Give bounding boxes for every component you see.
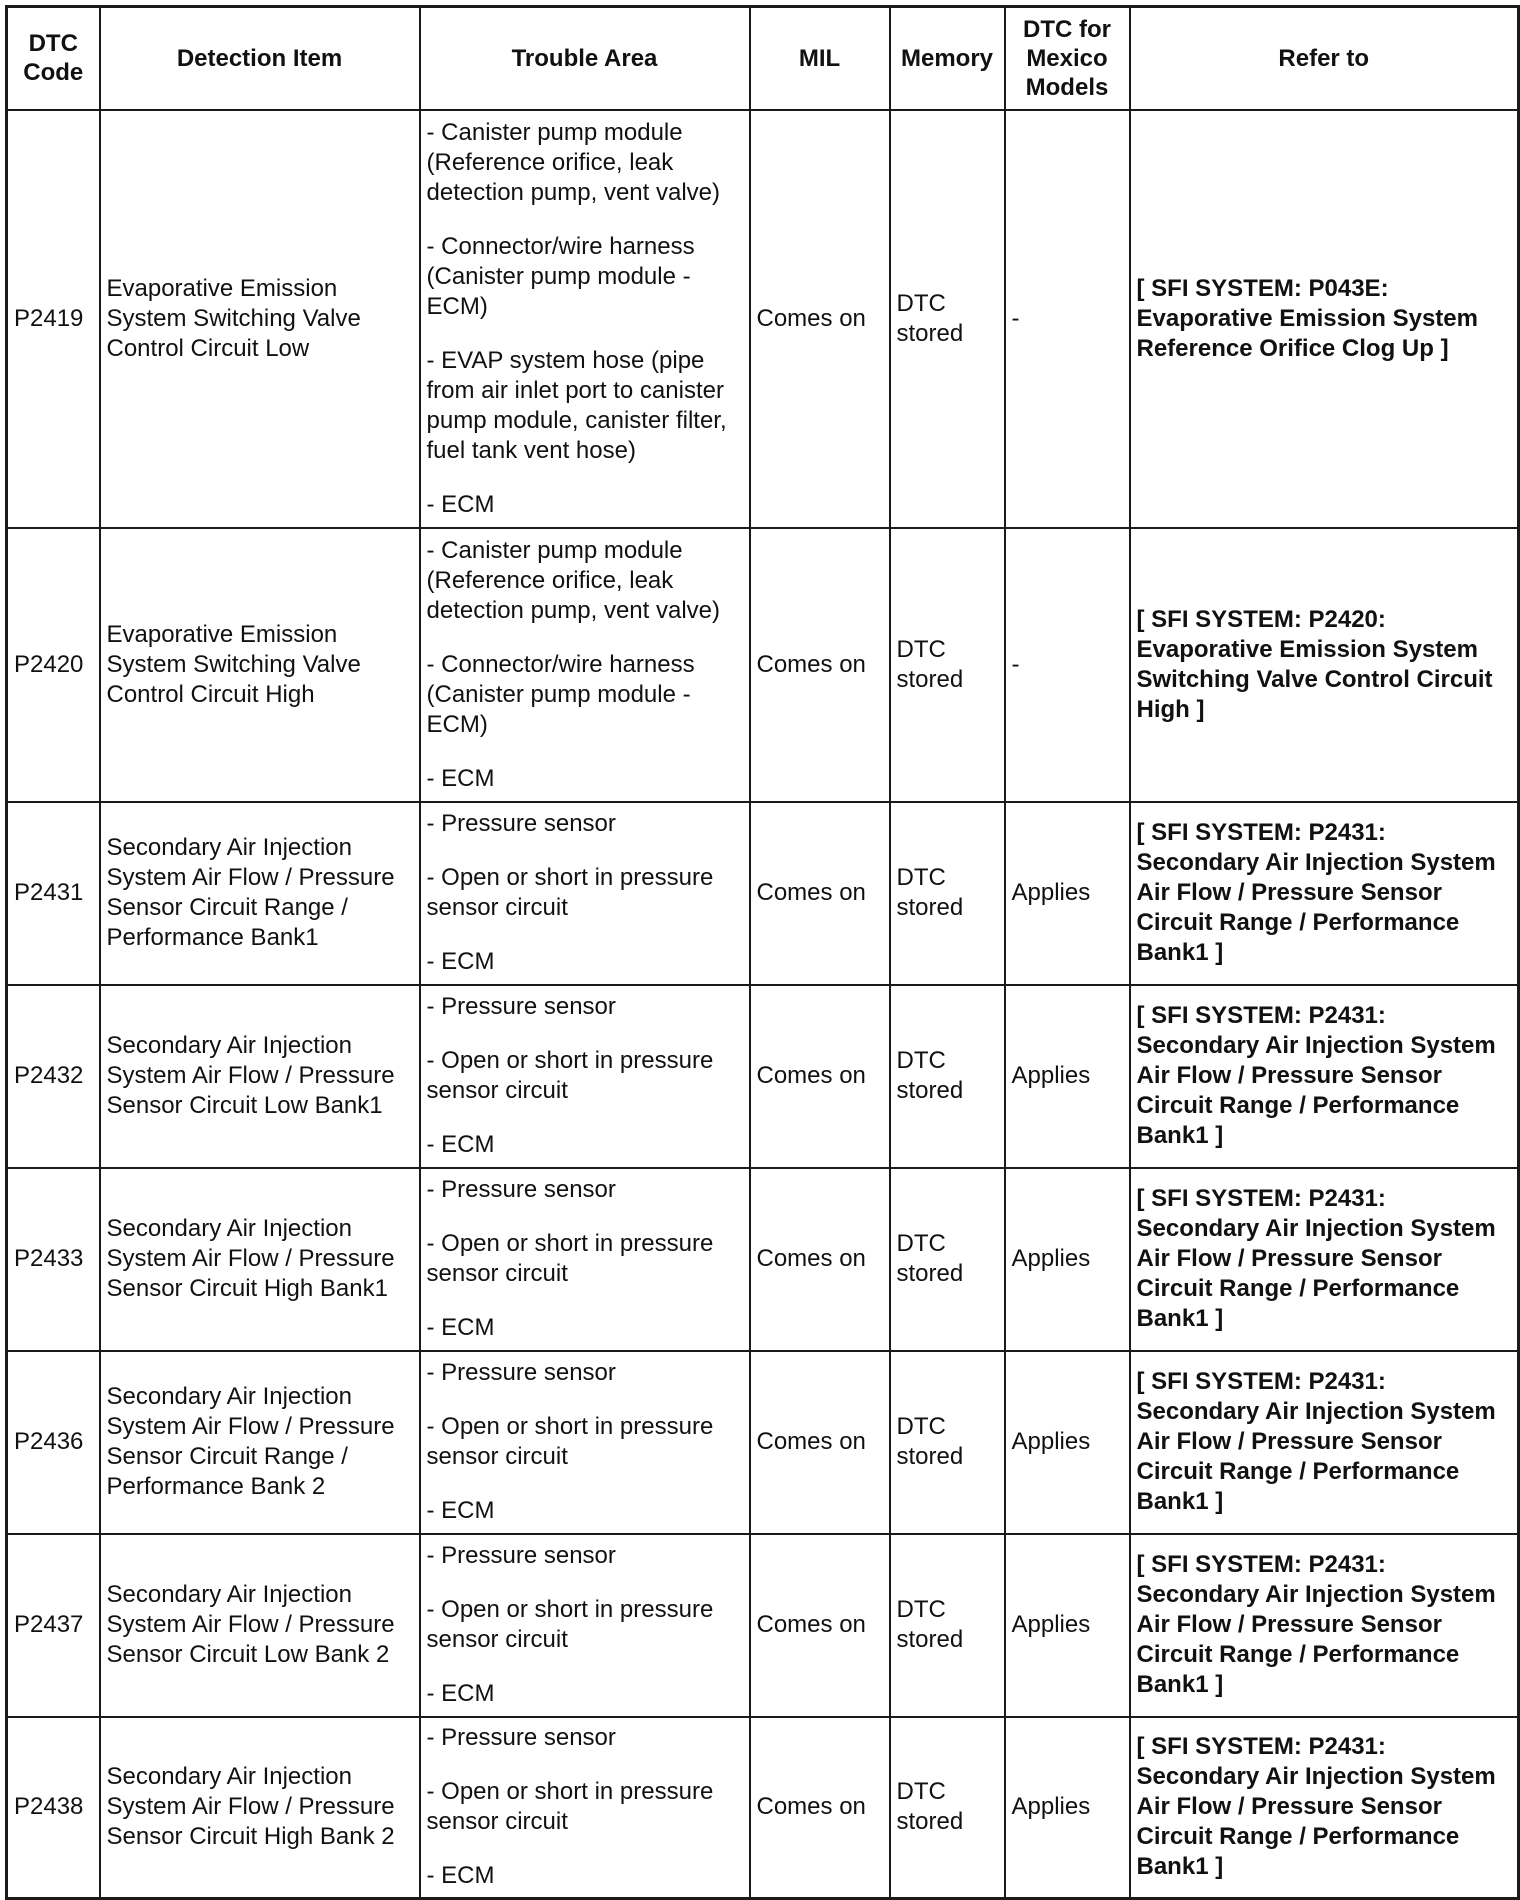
trouble-area-cell <box>420 1351 750 1534</box>
memory-cell: DTC stored <box>890 1717 1005 1899</box>
trouble-line: - Pressure sensor <box>426 1542 616 1569</box>
mexico-models-cell: Applies <box>1005 802 1130 985</box>
memory-cell: DTC stored <box>890 1351 1005 1534</box>
trouble-line: - Pressure sensor <box>426 993 616 1020</box>
detection-item-cell: Evaporative Emission System Switching Valve Control Circuit Low <box>100 110 420 528</box>
dtc-code-cell: P2436 <box>7 1351 100 1534</box>
table-row <box>7 1351 1519 1534</box>
detection-item-cell: Secondary Air Injection System Air Flow / Pressure Sensor Circuit Low Bank 2 <box>100 1534 420 1717</box>
trouble-line: - Connector/wire harness (Canister pump module - ECM) <box>426 232 695 320</box>
trouble-area-cell <box>420 1168 750 1351</box>
trouble-line: - Pressure sensor <box>426 1359 616 1386</box>
refer-to-cell: [ SFI SYSTEM: P2431: Secondary Air Injection System Air Flow / Pressure Sensor Circuit Range / Performance Bank1 ] <box>1130 802 1519 985</box>
header-row <box>7 7 1519 110</box>
trouble-line: - Open or short in pressure sensor circuit <box>426 1596 714 1653</box>
dtc-code-cell: P2432 <box>7 985 100 1168</box>
table-row <box>7 1168 1519 1351</box>
trouble-line: - ECM <box>426 764 495 792</box>
mexico-models-cell: Applies <box>1005 985 1130 1168</box>
header-mil: MIL <box>750 7 890 110</box>
mil-cell: Comes on <box>750 1534 890 1717</box>
trouble-line: - ECM <box>426 1680 495 1707</box>
header-memory: Memory <box>890 7 1005 110</box>
trouble-line: - Pressure sensor <box>426 810 616 837</box>
dtc-code-cell: P2431 <box>7 802 100 985</box>
detection-item-cell: Secondary Air Injection System Air Flow / Pressure Sensor Circuit Low Bank1 <box>100 985 420 1168</box>
refer-to-cell: [ SFI SYSTEM: P2431: Secondary Air Injection System Air Flow / Pressure Sensor Circuit Range / Performance Bank1 ] <box>1130 1168 1519 1351</box>
table-row <box>7 1534 1519 1717</box>
mexico-models-cell: Applies <box>1005 1534 1130 1717</box>
trouble-line: - Canister pump module (Reference orifice, leak detection pump, vent valve) <box>426 536 720 624</box>
detection-item-cell: Secondary Air Injection System Air Flow / Pressure Sensor Circuit High Bank 2 <box>100 1717 420 1899</box>
mil-cell: Comes on <box>750 802 890 985</box>
memory-cell: DTC stored <box>890 1168 1005 1351</box>
trouble-area-cell <box>420 1534 750 1717</box>
trouble-line: - Open or short in pressure sensor circuit <box>426 864 714 921</box>
trouble-line: - ECM <box>426 1314 495 1341</box>
table-row <box>7 110 1519 528</box>
trouble-area-cell <box>420 985 750 1168</box>
detection-item-cell: Secondary Air Injection System Air Flow / Pressure Sensor Circuit Range / Performance Bank 2 <box>100 1351 420 1534</box>
trouble-line: - Open or short in pressure sensor circuit <box>426 1778 714 1836</box>
refer-to-cell: [ SFI SYSTEM: P2420: Evaporative Emission System Switching Valve Control Circuit High ] <box>1130 528 1519 802</box>
mexico-models-cell: - <box>1005 528 1130 802</box>
mil-cell: Comes on <box>750 528 890 802</box>
trouble-line: - ECM <box>426 1497 495 1524</box>
trouble-area-cell <box>420 802 750 985</box>
trouble-area-cell <box>420 528 750 802</box>
mexico-models-cell: Applies <box>1005 1717 1130 1899</box>
trouble-line: - Open or short in pressure sensor circuit <box>426 1230 714 1287</box>
trouble-line: - ECM <box>426 1862 495 1890</box>
dtc-code-cell: P2433 <box>7 1168 100 1351</box>
memory-cell: DTC stored <box>890 985 1005 1168</box>
trouble-line: - ECM <box>426 1131 495 1158</box>
table-row <box>7 985 1519 1168</box>
dtc-code-cell: P2437 <box>7 1534 100 1717</box>
detection-item-cell: Secondary Air Injection System Air Flow / Pressure Sensor Circuit High Bank1 <box>100 1168 420 1351</box>
trouble-line: - ECM <box>426 948 495 975</box>
refer-to-cell: [ SFI SYSTEM: P043E: Evaporative Emission System Reference Orifice Clog Up ] <box>1130 110 1519 528</box>
refer-to-cell: [ SFI SYSTEM: P2431: Secondary Air Injection System Air Flow / Pressure Sensor Circuit Range / Performance Bank1 ] <box>1130 1351 1519 1534</box>
refer-to-cell: [ SFI SYSTEM: P2431: Secondary Air Injection System Air Flow / Pressure Sensor Circuit Range / Performance Bank1 ] <box>1130 1717 1519 1899</box>
header-detection-item: Detection Item <box>100 7 420 110</box>
memory-cell: DTC stored <box>890 528 1005 802</box>
dtc-code-cell: P2438 <box>7 1717 100 1899</box>
trouble-line: - Open or short in pressure sensor circuit <box>426 1047 714 1104</box>
header-trouble-area: Trouble Area <box>420 7 750 110</box>
table-row <box>7 1717 1519 1899</box>
mil-cell: Comes on <box>750 1351 890 1534</box>
header-mexico-models: DTC for Mexico Models <box>1005 7 1130 110</box>
trouble-line: - Connector/wire harness (Canister pump module - ECM) <box>426 650 695 738</box>
trouble-line: - Open or short in pressure sensor circuit <box>426 1413 714 1470</box>
trouble-area-cell <box>420 1717 750 1899</box>
trouble-line: - EVAP system hose (pipe from air inlet port to canister pump module, canister filter, fuel tank vent hose) <box>426 346 727 464</box>
table-row <box>7 528 1519 802</box>
header-refer-to: Refer to <box>1130 7 1519 110</box>
mil-cell: Comes on <box>750 985 890 1168</box>
refer-to-cell: [ SFI SYSTEM: P2431: Secondary Air Injection System Air Flow / Pressure Sensor Circuit Range / Performance Bank1 ] <box>1130 985 1519 1168</box>
memory-cell: DTC stored <box>890 802 1005 985</box>
table-row <box>7 802 1519 985</box>
memory-cell: DTC stored <box>890 110 1005 528</box>
dtc-table <box>5 5 1520 1900</box>
dtc-code-cell: P2419 <box>7 110 100 528</box>
mil-cell: Comes on <box>750 110 890 528</box>
header-dtc-code: DTC Code <box>7 7 100 110</box>
detection-item-cell: Evaporative Emission System Switching Valve Control Circuit High <box>100 528 420 802</box>
mil-cell: Comes on <box>750 1717 890 1899</box>
memory-cell: DTC stored <box>890 1534 1005 1717</box>
mexico-models-cell: Applies <box>1005 1351 1130 1534</box>
mexico-models-cell: - <box>1005 110 1130 528</box>
trouble-line: - Pressure sensor <box>426 1724 616 1752</box>
dtc-code-cell: P2420 <box>7 528 100 802</box>
trouble-line: - Pressure sensor <box>426 1176 616 1203</box>
mexico-models-cell: Applies <box>1005 1168 1130 1351</box>
refer-to-cell: [ SFI SYSTEM: P2431: Secondary Air Injection System Air Flow / Pressure Sensor Circuit Range / Performance Bank1 ] <box>1130 1534 1519 1717</box>
trouble-line: - Canister pump module (Reference orifice, leak detection pump, vent valve) <box>426 118 720 206</box>
trouble-line: - ECM <box>426 490 495 518</box>
detection-item-cell: Secondary Air Injection System Air Flow / Pressure Sensor Circuit Range / Performance Bank1 <box>100 802 420 985</box>
mil-cell: Comes on <box>750 1168 890 1351</box>
trouble-area-cell <box>420 110 750 528</box>
